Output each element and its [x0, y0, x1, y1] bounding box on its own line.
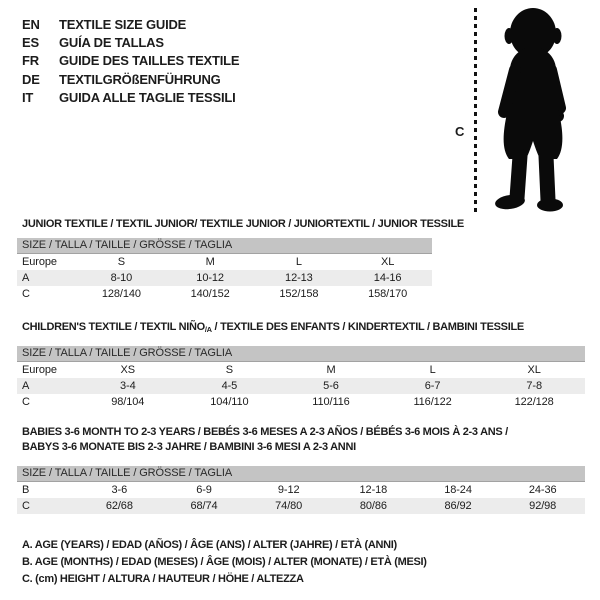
table-row-age — [17, 270, 432, 286]
height-cell: 74/80 — [275, 500, 303, 512]
table-row-height — [17, 394, 585, 410]
children-table-title — [22, 320, 524, 337]
footnote-age-months: B. AGE (MONTHS) / EDAD (MESES) / ÂGE (MOIS) / ALTER (MONATE) / ETÀ (MESI) — [22, 556, 427, 569]
table-row-europe — [17, 254, 432, 270]
height-cell: 92/98 — [529, 500, 557, 512]
height-cell: 128/140 — [101, 288, 141, 300]
height-cell: 116/122 — [413, 396, 452, 408]
size-cell: M — [326, 364, 336, 376]
age-cell: 6-9 — [196, 484, 212, 496]
row-label: C — [22, 288, 30, 300]
age-cell: 12-13 — [285, 272, 313, 284]
lang-text: TEXTILGRÖßENFÜHRUNG — [59, 71, 221, 87]
height-cell: 158/170 — [368, 288, 408, 300]
table-row-height — [17, 286, 432, 302]
row-label: A — [22, 272, 30, 284]
age-cell: 4-5 — [221, 380, 238, 392]
footnote-height: C. (cm) HEIGHT / ALTURA / HAUTEUR / HÖHE / ALTEZZA — [22, 573, 304, 586]
height-measure-label: C — [455, 124, 465, 139]
height-cell: 152/158 — [279, 288, 319, 300]
table-row-age — [17, 378, 585, 394]
age-cell: 3-4 — [119, 380, 136, 392]
lang-row-de — [22, 70, 239, 88]
children-title-text: / TEXTILE DES ENFANTS / KINDERTEXTIL / BAMBINI TESSILE — [211, 321, 524, 333]
lang-row-es — [22, 33, 239, 51]
lang-code: DE — [22, 71, 40, 87]
row-label: Europe — [22, 364, 57, 376]
height-measure-dashed-line — [474, 8, 477, 213]
size-cell: L — [295, 256, 302, 268]
footnotes — [22, 537, 427, 589]
children-title-subscript: /A — [204, 325, 212, 334]
height-cell: 122/128 — [514, 396, 554, 408]
lang-text: TEXTILE SIZE GUIDE — [59, 16, 187, 32]
lang-code: EN — [22, 16, 40, 32]
lang-code: ES — [22, 35, 39, 51]
size-cell: S — [225, 364, 234, 376]
age-cell: 18-24 — [444, 484, 472, 496]
babies-size-table — [17, 466, 585, 514]
lang-row-en — [22, 15, 239, 33]
lang-text: GUIDE DES TAILLES TEXTILE — [59, 53, 240, 69]
row-label: C — [22, 396, 30, 408]
children-title-text: CHILDREN'S TEXTILE / TEXTIL NIÑO — [22, 321, 205, 333]
height-cell: 140/152 — [190, 288, 230, 300]
height-cell: 104/110 — [210, 396, 249, 408]
size-header-bar: SIZE / TALLA / TAILLE / GRÖSSE / TAGLIA — [17, 238, 432, 254]
height-cell: 80/86 — [359, 500, 387, 512]
size-header-bar: SIZE / TALLA / TAILLE / GRÖSSE / TAGLIA — [17, 346, 585, 362]
height-cell: 62/68 — [105, 500, 133, 512]
age-cell: 8-10 — [110, 272, 133, 284]
age-cell: 12-18 — [359, 484, 388, 496]
table-row-europe — [17, 362, 585, 378]
size-cell: XL — [380, 256, 395, 268]
age-cell: 14-16 — [373, 272, 402, 284]
baby-silhouette-icon — [487, 6, 575, 212]
language-legend — [22, 15, 239, 107]
age-cell: 10-12 — [196, 272, 224, 284]
junior-table-title: JUNIOR TEXTILE / TEXTIL JUNIOR/ TEXTILE JUNIOR / JUNIORTEXTIL / JUNIOR TESSILE — [22, 218, 464, 230]
lang-text: GUIDA ALLE TAGLIE TESSILI — [59, 90, 236, 106]
row-label: Europe — [22, 256, 57, 268]
table-row-age-months — [17, 482, 585, 498]
size-header-bar: SIZE / TALLA / TAILLE / GRÖSSE / TAGLIA — [17, 466, 585, 482]
lang-row-fr — [22, 52, 239, 70]
height-cell: 110/116 — [312, 396, 350, 408]
row-label: C — [22, 500, 30, 512]
children-size-table — [17, 346, 585, 410]
lang-code: IT — [22, 90, 34, 106]
height-cell: 98/104 — [111, 396, 145, 408]
lang-text: GUÍA DE TALLAS — [59, 35, 164, 51]
junior-size-table — [17, 238, 432, 302]
size-cell: XS — [120, 364, 136, 376]
babies-title-line2: BABYS 3-6 MONATE BIS 2-3 JAHRE / BAMBINI 3-6 MESI A 2-3 ANNI — [22, 441, 356, 453]
lang-code: FR — [22, 53, 39, 69]
height-cell: 68/74 — [190, 500, 218, 512]
row-label: A — [22, 380, 30, 392]
size-cell: M — [205, 256, 215, 268]
age-cell: 5-6 — [323, 380, 339, 392]
babies-title-line1: BABIES 3-6 MONTH TO 2-3 YEARS / BEBÉS 3-6 MESES A 2-3 AÑOS / BÉBÉS 3-6 MOIS À 2-3 ANS / — [22, 426, 508, 438]
lang-row-it — [22, 89, 239, 107]
age-cell: 3-6 — [111, 484, 128, 496]
size-cell: L — [429, 364, 436, 376]
size-cell: XL — [527, 364, 541, 376]
height-cell: 86/92 — [444, 500, 472, 512]
row-label: B — [22, 484, 30, 496]
age-cell: 9-12 — [277, 484, 300, 496]
age-cell: 6-7 — [424, 380, 441, 392]
footnote-age-years: A. AGE (YEARS) / EDAD (AÑOS) / ÂGE (ANS) / ALTER (JAHRE) / ETÀ (ANNI) — [22, 539, 397, 551]
size-cell: S — [117, 256, 125, 268]
age-cell: 24-36 — [528, 484, 557, 496]
age-cell: 7-8 — [526, 380, 542, 392]
table-row-height — [17, 498, 585, 514]
babies-table-title — [22, 425, 508, 455]
